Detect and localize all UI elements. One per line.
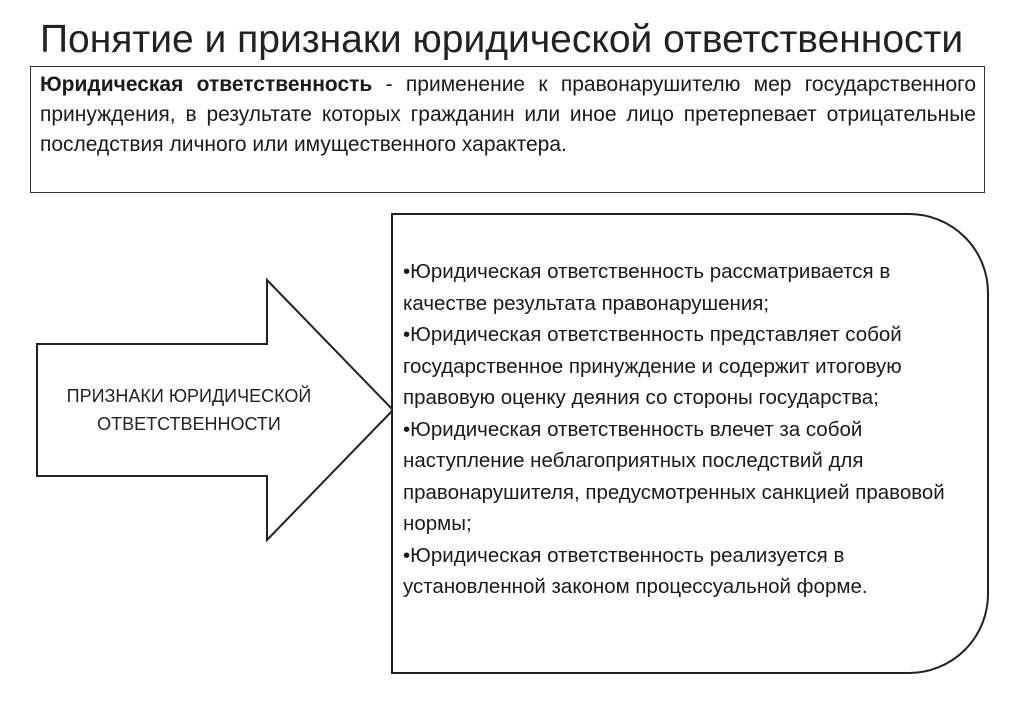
features-box bbox=[391, 213, 989, 674]
arrow-label bbox=[44, 382, 334, 438]
definition-term: Юридическая ответственность bbox=[40, 73, 373, 96]
definition-text: - применение к правонарушителю мер государственного принуждения, в результате которых гражданин или иное лицо претерпевает отрицательные последствия личного или имущественного характера. bbox=[40, 73, 976, 156]
feature-item-2: •Юридическая ответственность представляет собой государственное принуждение и содержит итоговую правовую оценку деяния со стороны государства; bbox=[403, 323, 902, 409]
feature-item-4: •Юридическая ответственность реализуется в установленной законом процессуальной форме. bbox=[403, 543, 868, 598]
feature-item-3: •Юридическая ответственность влечет за собой наступление неблагоприятных последствий для правонарушителя, предусмотренных санкцией правовой нормы; bbox=[403, 417, 945, 535]
slide-title: Понятие и признаки юридической ответственности bbox=[40, 18, 964, 61]
features-list bbox=[403, 256, 957, 603]
feature-item-1: •Юридическая ответственность рассматривается в качестве результата правонарушения; bbox=[403, 260, 891, 315]
arrow-label-line2: ОТВЕТСТВЕННОСТИ bbox=[97, 414, 281, 434]
arrow-label-line1: ПРИЗНАКИ ЮРИДИЧЕСКОЙ bbox=[66, 386, 312, 406]
